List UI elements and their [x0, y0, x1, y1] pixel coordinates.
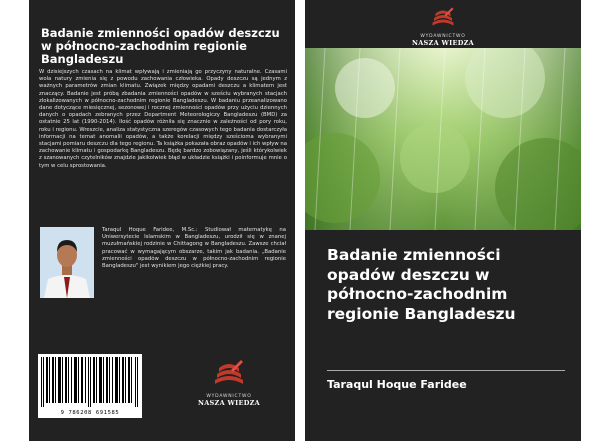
- barcode-number: 9 786208 691585: [60, 410, 120, 416]
- author-bio: Taraqul Hoque Faridee, M.Sc.: Studiował matematykę na Uniwersytecie Islamskim w Bangladeszu, urodził się w znanej muzułmańskiej rodzinie w Chittagong w Bangladeszu. Zawsze chciał pracować w wymagającym obszarze, takim jak badania. „Badanie zmienności opadów deszczu w północno-zachodnim regionie Bangladeszu" jest wynikiem jego ciężkiej pracy.: [102, 227, 286, 270]
- book-logo-icon: [427, 6, 459, 30]
- cover-image: [305, 48, 581, 230]
- back-cover-blurb: W dzisiejszych czasach na klimat wpływają i zmieniają go przyczyny naturalne. Czasami wola natury zmienia się z powodu zachowania człowieka. Opady deszczu są jednym z ważnych parametrów zmian klimatu. Związek między opadami deszczu a klimatem jest znaczący. Badanie jest próbą zbadania zmienności opadów w sześciu wybranych stacjach zlokalizowanych w północno-zachodnim regionie Bangladeszu. W badaniu przeanalizowano dane dotyczące miesięcznej, sezonowej i rocznej zmienności opadów przy użyciu dziennych danych o opadach zebranych przez Department Meteorologiczy Bangladeszu (BMD) za ostatnie 25 lat (1990-2014). Ilość opadów różniła się znacznie w zależności od pory roku, roku i regionu. Wreszcie, analiza statystyczna szeregów czasowych tego badania dostarczyła informacji na temat anomalii opadów, a także korelacji między sześcioma wybranymi stacjami pomiaru deszczu dla tego regionu. Ta książka pokazała obraz opadów i ich wpływ na zachowanie klimatu i gospodarkę Bangladeszu. Będę bardzo zobowiązany, jeśli którykolwiek z szanowanych czytelników znajdzie jakikolwiek błąd w układzie książki i poinformuje mnie o tym w celu sprostowania.: [39, 69, 287, 169]
- back-cover-title: Badanie zmienności opadów deszczu w północno-zachodnim regionie Bangladeszu: [41, 26, 280, 66]
- back-publisher-logo: [189, 358, 269, 407]
- spine: [295, 0, 305, 441]
- front-publisher-logo: [403, 6, 483, 47]
- barcode: [38, 354, 142, 418]
- front-publisher-top: WYDAWNICTWO: [420, 34, 466, 39]
- front-cover-title: Badanie zmienności opadów deszczu w północno-zachodnim regionie Bangladeszu: [327, 246, 516, 323]
- back-cover: [29, 0, 295, 441]
- back-publisher-top: WYDAWNICTWO: [206, 394, 252, 399]
- divider: [327, 370, 565, 371]
- book-logo-icon: [209, 358, 249, 390]
- back-publisher-name: NASZA WIEDZA: [197, 399, 261, 407]
- front-publisher-name: NASZA WIEDZA: [411, 39, 475, 47]
- front-cover: [305, 0, 581, 441]
- barcode-icon: [41, 357, 139, 407]
- author-photo: [40, 227, 94, 298]
- author-name: Taraqul Hoque Faridee: [327, 378, 467, 391]
